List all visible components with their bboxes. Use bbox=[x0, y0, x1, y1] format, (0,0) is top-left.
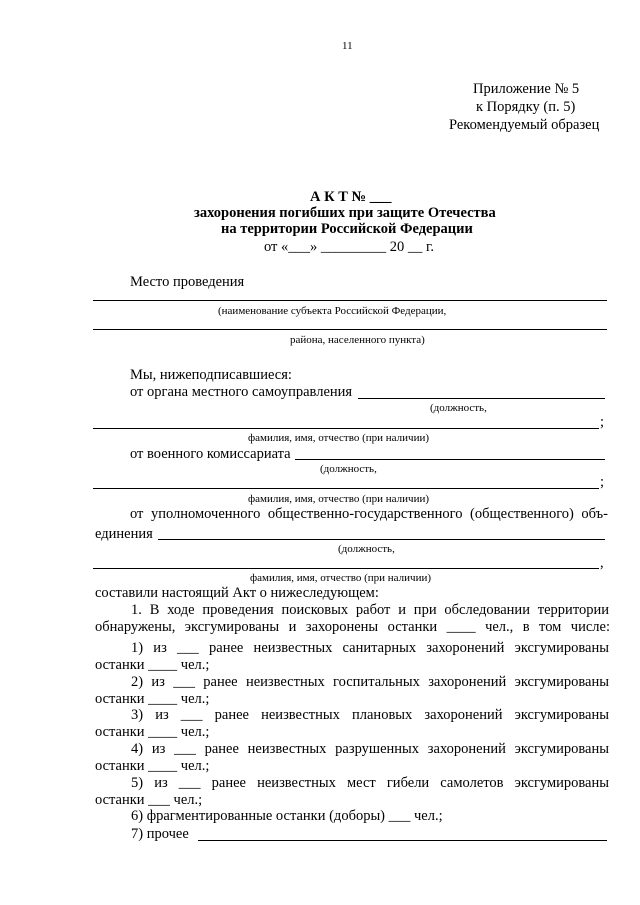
public-org-line bbox=[158, 539, 605, 540]
item-7-label: 7) прочее bbox=[131, 826, 189, 842]
position-caption-2: (должность, bbox=[320, 463, 377, 475]
item-4-line-2: останки ____ чел.; bbox=[95, 758, 210, 774]
fio-caption-2: фамилия, имя, отчество (при наличии) bbox=[248, 493, 430, 505]
semicolon-2: ; bbox=[600, 474, 605, 490]
local-gov-line bbox=[358, 398, 605, 399]
sample-note: Рекомендуемый образец bbox=[449, 117, 600, 133]
act-subtitle-2: на территории Российской Федерации bbox=[221, 221, 473, 237]
military-fio-line bbox=[93, 488, 599, 489]
body-intro: составили настоящий Акт о нижеследующем: bbox=[95, 585, 379, 601]
public-org-line-1: от уполномоченного общественно-государственного (общественного) объ- bbox=[130, 506, 608, 522]
page-number: 11 bbox=[342, 40, 353, 52]
semicolon-1: ; bbox=[600, 414, 605, 430]
item-3-line-2: останки ____ чел.; bbox=[95, 724, 210, 740]
fio-caption-1: фамилия, имя, отчество (при наличии) bbox=[248, 432, 430, 444]
place-label: Место проведения bbox=[130, 274, 245, 290]
item-4-line-1: 4) из ___ ранее неизвестных разрушенных захоронений эксгумированы bbox=[131, 741, 609, 757]
local-gov-fio-line bbox=[93, 428, 599, 429]
item-1-line-1: 1) из ___ ранее неизвестных санитарных захоронений эксгумированы bbox=[131, 640, 609, 656]
military-line bbox=[295, 459, 605, 460]
paragraph-1-line-1: 1. В ходе проведения поисковых работ и при обследовании территории bbox=[131, 602, 609, 618]
item-2-line-1: 2) из ___ ранее неизвестных госпитальных захоронений эксгумированы bbox=[131, 674, 609, 690]
fio-caption-3: фамилия, имя, отчество (при наличии) bbox=[250, 572, 432, 584]
order-reference: к Порядку (п. 5) bbox=[476, 99, 576, 115]
local-gov-label: от органа местного самоуправления bbox=[130, 384, 353, 400]
position-caption-1: (должность, bbox=[430, 402, 487, 414]
signatories-intro: Мы, нижеподписавшиеся: bbox=[130, 367, 292, 383]
item-3-line-1: 3) из ___ ранее неизвестных плановых захоронений эксгумированы bbox=[131, 707, 609, 723]
item-5-line-2: останки ___ чел.; bbox=[95, 792, 203, 808]
public-org-line-2: единения bbox=[95, 526, 153, 542]
item-7-line bbox=[198, 840, 607, 841]
item-6: 6) фрагментированные останки (доборы) ___ чел.; bbox=[131, 808, 443, 824]
act-title: А К Т № ___ bbox=[310, 189, 392, 205]
position-caption-3: (должность, bbox=[338, 543, 395, 555]
place-line-1 bbox=[93, 300, 607, 301]
public-org-fio-line bbox=[93, 568, 599, 569]
item-1-line-2: останки ____ чел.; bbox=[95, 657, 210, 673]
act-date: от «___» _________ 20 __ г. bbox=[264, 239, 434, 255]
paragraph-1-line-2: обнаружены, эксгумированы и захоронены останки ____ чел., в том числе: bbox=[95, 619, 610, 635]
place-line-2 bbox=[93, 329, 607, 330]
place-caption-2: района, населенного пункта) bbox=[290, 334, 425, 346]
comma: , bbox=[600, 555, 604, 571]
appendix-line: Приложение № 5 bbox=[473, 81, 580, 97]
place-caption-1: (наименование субъекта Российской Федерации, bbox=[218, 305, 447, 317]
act-subtitle-1: захоронения погибших при защите Отечества bbox=[194, 205, 496, 221]
item-2-line-2: останки ____ чел.; bbox=[95, 691, 210, 707]
item-5-line-1: 5) из ___ ранее неизвестных мест гибели самолетов эксгумированы bbox=[131, 775, 609, 791]
military-label: от военного комиссариата bbox=[130, 446, 291, 462]
